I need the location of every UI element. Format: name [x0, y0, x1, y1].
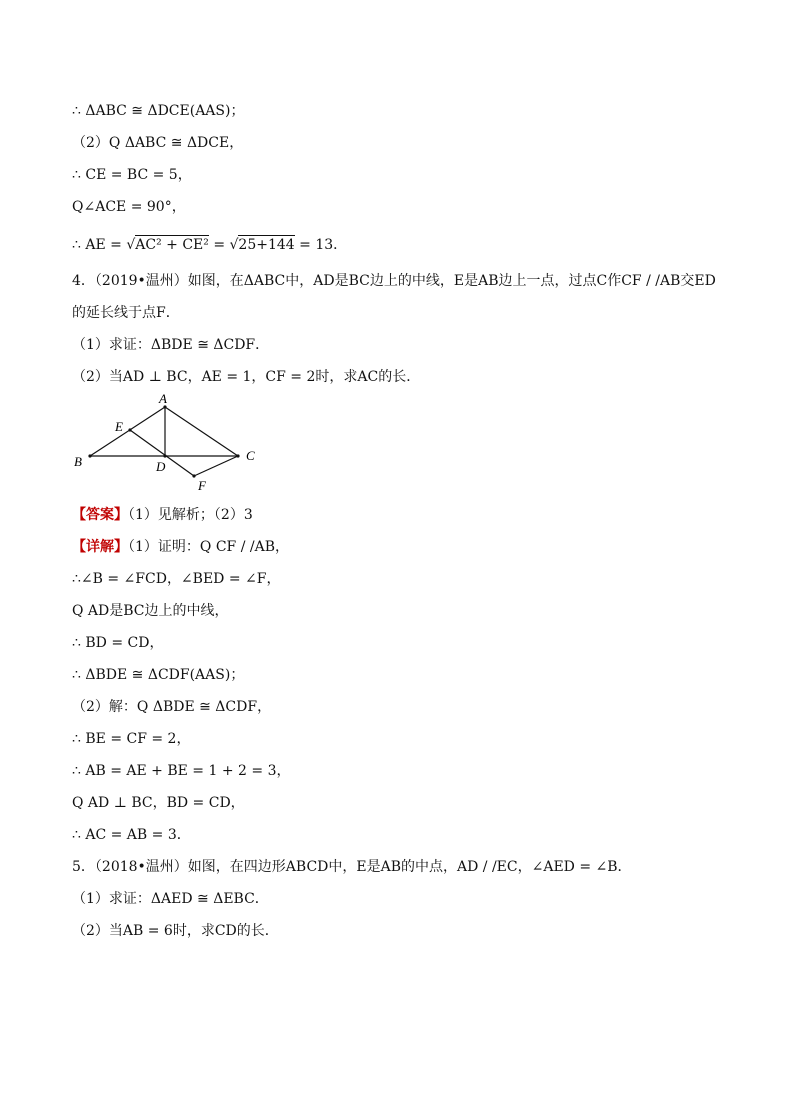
detail-tag: 【详解】: [72, 539, 128, 555]
sqrt-symbol: √: [126, 237, 136, 253]
line5-prefix: ∴ AE =: [72, 237, 127, 253]
proof-step-4: ∴ ΔBDE ≅ ΔCDF(AAS)；: [72, 667, 245, 683]
question-5-line-1: 5．（2018•温州）如图，在四边形ABCD中，E是AB的中点，AD / /EC，∠AED = ∠B．: [72, 859, 632, 875]
segment-ac: [165, 407, 238, 456]
detail-text: （1）证明：Q CF / /AB，: [128, 539, 289, 555]
line5-result: = 13．: [299, 237, 348, 253]
question-4-line-2: 的延长线于点F．: [72, 305, 180, 321]
label-f: F: [198, 478, 206, 493]
label-d: D: [156, 459, 166, 474]
proof-step-3: ∴ BD = CD，: [72, 635, 164, 651]
proof-step-6: ∴ BE = CF = 2，: [72, 731, 191, 747]
answer-text: （1）见解析；（2）3: [128, 507, 253, 523]
sqrt-radicand-1: AC² + CE²: [135, 237, 209, 253]
solution-line-3: ∴ CE = BC = 5，: [72, 167, 192, 183]
question-4-part-1: （1）求证：ΔBDE ≅ ΔCDF．: [72, 337, 270, 353]
proof-step-9: ∴ AC = AB = 3．: [72, 827, 191, 843]
question-4-line-1: 4．（2019•温州）如图，在ΔABC中，AD是BC边上的中线，E是AB边上一点，过点C作CF / /AB交ED: [72, 273, 716, 289]
label-a: A: [159, 392, 167, 406]
label-e: E: [115, 419, 123, 434]
proof-step-7: ∴ AB = AE + BE = 1 + 2 = 3，: [72, 763, 291, 779]
answer-line: [72, 506, 253, 524]
proof-step-8: Q AD ⊥ BC，BD = CD，: [72, 795, 245, 811]
question-5-part-2: （2）当AB = 6时，求CD的长．: [72, 923, 279, 939]
proof-step-2: Q AD是BC边上的中线，: [72, 603, 229, 619]
line5-equals: =: [213, 237, 230, 253]
question-4-part-2: （2）当AD ⊥ BC，AE = 1，CF = 2时，求AC的长．: [72, 369, 421, 385]
detail-line: [72, 538, 289, 556]
answer-tag: 【答案】: [72, 507, 128, 523]
label-c: C: [246, 448, 255, 463]
segment-cf: [194, 456, 238, 476]
question-5-part-1: （1）求证：ΔAED ≅ ΔEBC．: [72, 891, 269, 907]
solution-line-5: [72, 236, 347, 254]
triangle-figure: [70, 392, 270, 497]
proof-step-5: （2）解：Q ΔBDE ≅ ΔCDF，: [72, 699, 272, 715]
proof-step-1: ∴∠B = ∠FCD，∠BED = ∠F，: [72, 571, 281, 587]
sqrt-radicand-2: 25+144: [238, 237, 295, 253]
solution-line-1: ∴ ΔABC ≅ ΔDCE(AAS)；: [72, 103, 245, 119]
solution-line-4: Q∠ACE = 90°，: [72, 199, 186, 215]
sqrt-symbol-2: √: [229, 237, 239, 253]
label-b: B: [74, 454, 82, 469]
segment-ba: [90, 407, 165, 456]
solution-line-2: （2）Q ΔABC ≅ ΔDCE，: [72, 135, 244, 151]
